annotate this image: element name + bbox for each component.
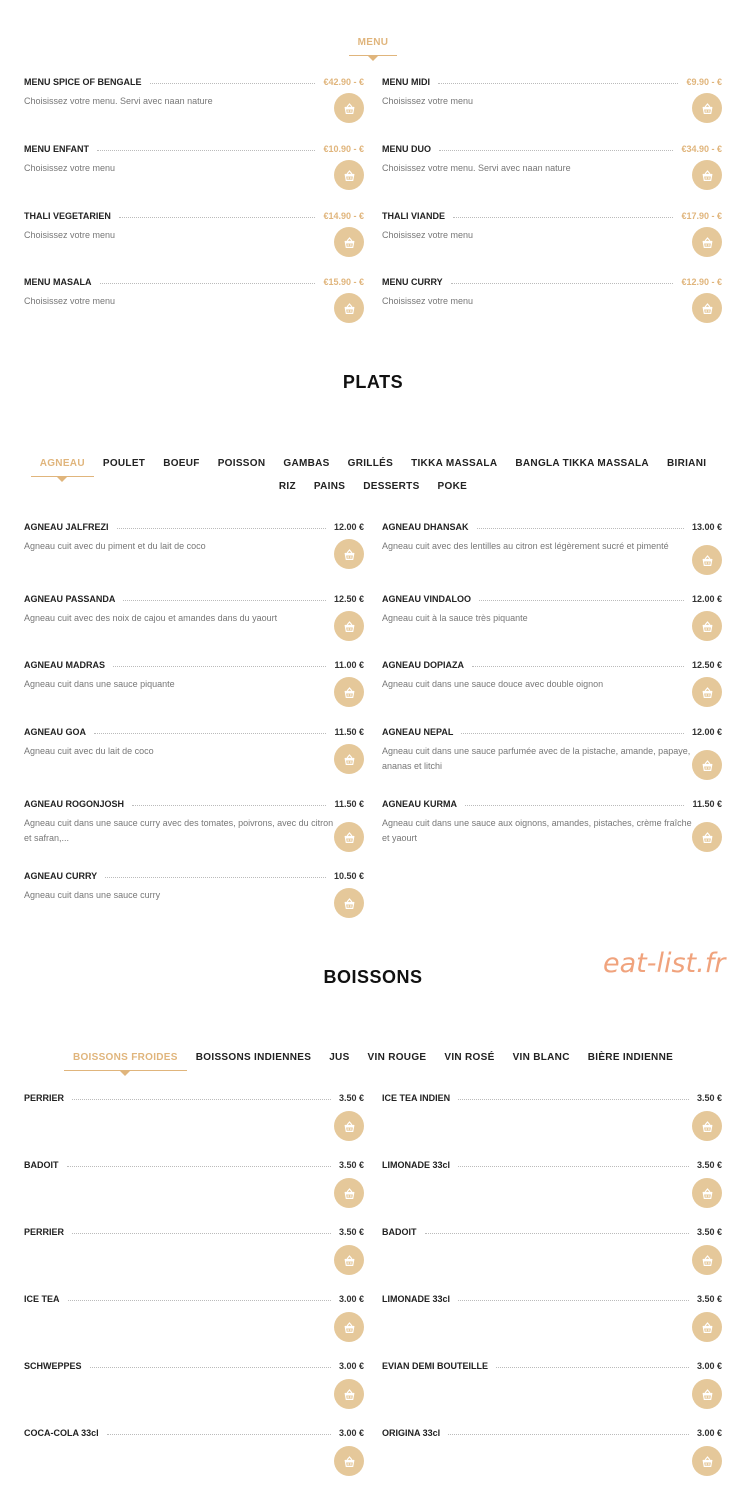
add-to-basket-button[interactable] [692, 1178, 722, 1208]
add-to-basket-button[interactable] [692, 293, 722, 323]
tab-poisson[interactable]: POISSON [217, 458, 266, 469]
menu-item [24, 1290, 364, 1304]
item-name: AGNEAU JALFREZI [24, 522, 109, 532]
basket-icon [701, 554, 714, 567]
item-name: PERRIER [24, 1093, 65, 1103]
add-to-basket-button[interactable] [334, 539, 364, 569]
item-name: AGNEAU GOA [24, 727, 87, 737]
plats-title: PLATS [342, 372, 404, 392]
item-name: EVIAN DEMI BOUTEILLE [382, 1361, 489, 1371]
tab-pains[interactable]: PAINS [313, 481, 346, 492]
basket-icon [343, 102, 356, 115]
item-name: MENU SPICE OF BENGALE [24, 77, 142, 87]
dotted-leader [439, 150, 673, 151]
tab-riz[interactable]: RIZ [278, 481, 296, 492]
dotted-leader [472, 666, 684, 667]
dotted-leader [132, 805, 326, 806]
dotted-leader [72, 1233, 331, 1234]
item-description: Agneau cuit dans une sauce douce avec double oignon [382, 679, 604, 689]
tab-poulet[interactable]: POULET [102, 458, 146, 469]
dotted-leader [94, 733, 326, 734]
plats-tabs-row1 [0, 453, 746, 471]
dotted-leader [113, 666, 326, 667]
add-to-basket-button[interactable] [334, 888, 364, 918]
basket-icon [701, 620, 714, 633]
item-description: Choisissez votre menu [382, 296, 474, 306]
tab-boeuf[interactable]: BOEUF [163, 458, 200, 469]
add-to-basket-button[interactable] [692, 93, 722, 123]
item-description: Choisissez votre menu [382, 96, 474, 106]
item-price: 11.50 € [692, 799, 722, 809]
item-price: 12.00 € [333, 522, 364, 532]
tab-bangla-tikka-massala[interactable]: BANGLA TIKKA MASSALA [515, 458, 649, 469]
watermark: eat-list.fr [603, 948, 726, 979]
dotted-leader [465, 805, 684, 806]
item-description: Agneau cuit dans une sauce piquante [24, 679, 175, 689]
item-price: 3.00 € [338, 1294, 364, 1304]
tab-grillés[interactable]: GRILLÉS [347, 458, 394, 469]
item-name: BADOIT [24, 1160, 59, 1170]
item-price: 3.00 € [696, 1361, 722, 1371]
basket-icon [343, 1254, 356, 1267]
basket-icon [343, 302, 356, 315]
tab-boissons-indiennes[interactable]: BOISSONS INDIENNES [195, 1052, 312, 1063]
dotted-leader [68, 1300, 331, 1301]
menu-item [24, 867, 364, 903]
item-name: BADOIT [382, 1227, 417, 1237]
dotted-leader [100, 283, 316, 284]
item-name: LIMONADE 33cl [382, 1160, 451, 1170]
menu-item [24, 1424, 364, 1438]
menu-item [24, 140, 364, 176]
menu-tabs [0, 32, 746, 50]
add-to-basket-button[interactable] [334, 1446, 364, 1476]
dotted-leader [107, 1434, 331, 1435]
add-to-basket-button[interactable] [334, 227, 364, 257]
tab-desserts[interactable]: DESSERTS [363, 481, 420, 492]
basket-icon [701, 831, 714, 844]
dotted-leader [425, 1233, 689, 1234]
dotted-leader [496, 1367, 689, 1368]
item-name: MENU DUO [382, 144, 431, 154]
item-name: ICE TEA INDIEN [382, 1093, 451, 1103]
dotted-leader [477, 528, 684, 529]
add-to-basket-button[interactable] [692, 1379, 722, 1409]
item-price: 13.00 € [691, 522, 722, 532]
tab-boissons-froides[interactable]: BOISSONS FROIDES [64, 1051, 187, 1065]
add-to-basket-button[interactable] [692, 1446, 722, 1476]
menu-item [382, 518, 722, 554]
menu-item [24, 1357, 364, 1371]
item-name: MENU MIDI [382, 77, 430, 87]
item-price: 3.50 € [338, 1093, 364, 1103]
add-to-basket-button[interactable] [334, 1111, 364, 1141]
menu-item [24, 1089, 364, 1103]
basket-icon [701, 102, 714, 115]
tab-vin-rouge[interactable]: VIN ROUGE [367, 1052, 427, 1063]
dotted-leader [458, 1300, 689, 1301]
item-description: Agneau cuit dans une sauce curry avec des tomates, poivrons, avec du citron et safran,... [24, 818, 334, 843]
dotted-leader [458, 1099, 689, 1100]
item-name: ICE TEA [24, 1294, 60, 1304]
item-price: €17.90 - € [681, 211, 722, 221]
item-name: AGNEAU KURMA [382, 799, 457, 809]
item-description: Agneau cuit dans une sauce aux oignons, amandes, pistaches, crème fraîche et yaourt [382, 818, 692, 843]
item-description: Agneau cuit avec du piment et du lait de coco [24, 541, 206, 551]
item-name: AGNEAU CURRY [24, 871, 98, 881]
add-to-basket-button[interactable] [692, 677, 722, 707]
item-name: AGNEAU ROGONJOSH [24, 799, 125, 809]
item-name: COCA-COLA 33cl [24, 1428, 99, 1438]
dotted-leader [90, 1367, 331, 1368]
menu-item [24, 518, 364, 554]
dotted-leader [461, 733, 684, 734]
item-name: MENU MASALA [24, 277, 92, 287]
basket-icon [343, 831, 356, 844]
add-to-basket-button[interactable] [692, 1245, 722, 1275]
item-name: THALI VEGETARIEN [24, 211, 111, 221]
boissons-tabs [0, 1047, 746, 1065]
menu-item [382, 1424, 722, 1438]
add-to-basket-button[interactable] [692, 160, 722, 190]
dotted-leader [479, 600, 684, 601]
item-name: AGNEAU VINDALOO [382, 594, 472, 604]
item-name: MENU CURRY [382, 277, 443, 287]
basket-icon [343, 236, 356, 249]
item-price: €14.90 - € [323, 211, 364, 221]
basket-icon [701, 302, 714, 315]
item-price: 3.50 € [338, 1227, 364, 1237]
item-name: AGNEAU DOPIAZA [382, 660, 465, 670]
menu-item [24, 795, 364, 846]
basket-icon [343, 1455, 356, 1468]
basket-icon [343, 686, 356, 699]
basket-icon [343, 753, 356, 766]
add-to-basket-button[interactable] [334, 1245, 364, 1275]
menu-item [24, 73, 364, 109]
item-price: 12.50 € [691, 660, 722, 670]
add-to-basket-button[interactable] [692, 611, 722, 641]
basket-icon [343, 169, 356, 182]
add-to-basket-button[interactable] [334, 822, 364, 852]
add-to-basket-button[interactable] [334, 93, 364, 123]
tab-vin-rosé[interactable]: VIN ROSÉ [444, 1052, 495, 1063]
add-to-basket-button[interactable] [334, 1178, 364, 1208]
dotted-leader [119, 217, 316, 218]
item-price: 12.50 € [333, 594, 364, 604]
item-name: SCHWEPPES [24, 1361, 82, 1371]
item-price: 11.50 € [334, 727, 364, 737]
item-price: 3.50 € [696, 1294, 722, 1304]
item-name: MENU ENFANT [24, 144, 89, 154]
basket-icon [343, 1120, 356, 1133]
item-name: AGNEAU MADRAS [24, 660, 105, 670]
tab-menu[interactable]: MENU [349, 36, 398, 50]
basket-icon [343, 548, 356, 561]
menu-item [382, 73, 722, 109]
add-to-basket-button[interactable] [692, 822, 722, 852]
dotted-leader [150, 83, 316, 84]
item-price: 3.00 € [338, 1361, 364, 1371]
item-name: AGNEAU DHANSAK [382, 522, 469, 532]
item-name: AGNEAU NEPAL [382, 727, 454, 737]
item-price: 3.50 € [696, 1160, 722, 1170]
add-to-basket-button[interactable] [692, 227, 722, 257]
tab-gambas[interactable]: GAMBAS [283, 458, 330, 469]
boissons-title: BOISSONS [323, 967, 423, 987]
tab-agneau[interactable]: AGNEAU [31, 457, 94, 471]
dotted-leader [123, 600, 326, 601]
item-price: 10.50 € [333, 871, 364, 881]
menu-item [24, 656, 364, 692]
item-description: Choisissez votre menu [382, 230, 474, 240]
item-price: 3.50 € [338, 1160, 364, 1170]
item-description: Choisissez votre menu [24, 296, 116, 306]
menu-item [382, 590, 722, 626]
dotted-leader [67, 1166, 331, 1167]
dotted-leader [451, 283, 674, 284]
item-description: Agneau cuit à la sauce très piquante [382, 613, 528, 623]
menu-item [382, 656, 722, 692]
dotted-leader [117, 528, 326, 529]
menu-item [24, 207, 364, 243]
basket-icon [701, 169, 714, 182]
item-price: 11.00 € [334, 660, 364, 670]
item-price: 3.50 € [696, 1227, 722, 1237]
add-to-basket-button[interactable] [334, 611, 364, 641]
add-to-basket-button[interactable] [334, 160, 364, 190]
item-description: Agneau cuit avec des noix de cajou et amandes dans du yaourt [24, 613, 278, 623]
basket-icon [343, 1388, 356, 1401]
dotted-leader [105, 877, 326, 878]
menu-item [382, 273, 722, 309]
basket-icon [701, 759, 714, 772]
basket-icon [701, 1187, 714, 1200]
dotted-leader [453, 217, 673, 218]
dotted-leader [448, 1434, 689, 1435]
item-name: AGNEAU PASSANDA [24, 594, 116, 604]
add-to-basket-button[interactable] [334, 677, 364, 707]
tab-jus[interactable]: JUS [329, 1052, 350, 1063]
item-price: €9.90 - € [686, 77, 722, 87]
basket-icon [343, 1321, 356, 1334]
menu-item [382, 1223, 722, 1237]
basket-icon [343, 1187, 356, 1200]
menu-item [24, 723, 364, 759]
add-to-basket-button[interactable] [334, 1312, 364, 1342]
item-description: Choisissez votre menu. Servi avec naan nature [24, 96, 213, 106]
basket-icon [343, 897, 356, 910]
menu-item [24, 273, 364, 309]
item-price: 3.00 € [338, 1428, 364, 1438]
item-name: PERRIER [24, 1227, 65, 1237]
menu-item [382, 1290, 722, 1304]
basket-icon [701, 1120, 714, 1133]
basket-icon [343, 620, 356, 633]
item-description: Agneau cuit dans une sauce parfumée avec de la pistache, amande, papaye, ananas et litchi [382, 746, 691, 771]
item-name: ORIGINA 33cl [382, 1428, 441, 1438]
item-description: Choisissez votre menu [24, 163, 116, 173]
item-price: €34.90 - € [681, 144, 722, 154]
menu-item [382, 140, 722, 176]
add-to-basket-button[interactable] [334, 1379, 364, 1409]
dotted-leader [438, 83, 678, 84]
plats-tabs-row2 [0, 476, 746, 494]
dotted-leader [97, 150, 315, 151]
tab-poke[interactable]: POKE [437, 481, 468, 492]
basket-icon [701, 1388, 714, 1401]
basket-icon [701, 1254, 714, 1267]
tab-tikka-massala[interactable]: TIKKA MASSALA [411, 458, 498, 469]
add-to-basket-button[interactable] [692, 750, 722, 780]
menu-item [24, 590, 364, 626]
menu-item [382, 723, 722, 774]
menu-item [24, 1156, 364, 1170]
item-price: 11.50 € [334, 799, 364, 809]
item-name: LIMONADE 33cl [382, 1294, 451, 1304]
tab-vin-blanc[interactable]: VIN BLANC [512, 1052, 570, 1063]
item-description: Choisissez votre menu. Servi avec naan nature [382, 163, 571, 173]
item-price: €42.90 - € [323, 77, 364, 87]
add-to-basket-button[interactable] [692, 1111, 722, 1141]
tab-bière-indienne[interactable]: BIÈRE INDIENNE [587, 1052, 674, 1063]
basket-icon [701, 1455, 714, 1468]
menu-item [382, 795, 722, 846]
menu-item [382, 1156, 722, 1170]
menu-item [24, 1223, 364, 1237]
tab-biriani[interactable]: BIRIANI [666, 458, 707, 469]
add-to-basket-button[interactable] [692, 1312, 722, 1342]
item-description: Agneau cuit avec du lait de coco [24, 746, 154, 756]
item-name: THALI VIANDE [382, 211, 445, 221]
item-price: €15.90 - € [323, 277, 364, 287]
menu-item [382, 1357, 722, 1371]
add-to-basket-button[interactable] [334, 744, 364, 774]
basket-icon [701, 1321, 714, 1334]
item-description: Agneau cuit dans une sauce curry [24, 890, 161, 900]
item-description: Choisissez votre menu [24, 230, 116, 240]
item-price: 12.00 € [691, 727, 722, 737]
basket-icon [701, 236, 714, 249]
basket-icon [701, 686, 714, 699]
menu-item [382, 1089, 722, 1103]
item-price: €10.90 - € [323, 144, 364, 154]
item-price: 12.00 € [691, 594, 722, 604]
item-price: 3.00 € [696, 1428, 722, 1438]
item-price: €12.90 - € [681, 277, 722, 287]
item-description: Agneau cuit avec des lentilles au citron est légèrement sucré et pimenté [382, 541, 669, 551]
add-to-basket-button[interactable] [334, 293, 364, 323]
add-to-basket-button[interactable] [692, 545, 722, 575]
dotted-leader [458, 1166, 689, 1167]
item-price: 3.50 € [696, 1093, 722, 1103]
menu-item [382, 207, 722, 243]
dotted-leader [72, 1099, 331, 1100]
